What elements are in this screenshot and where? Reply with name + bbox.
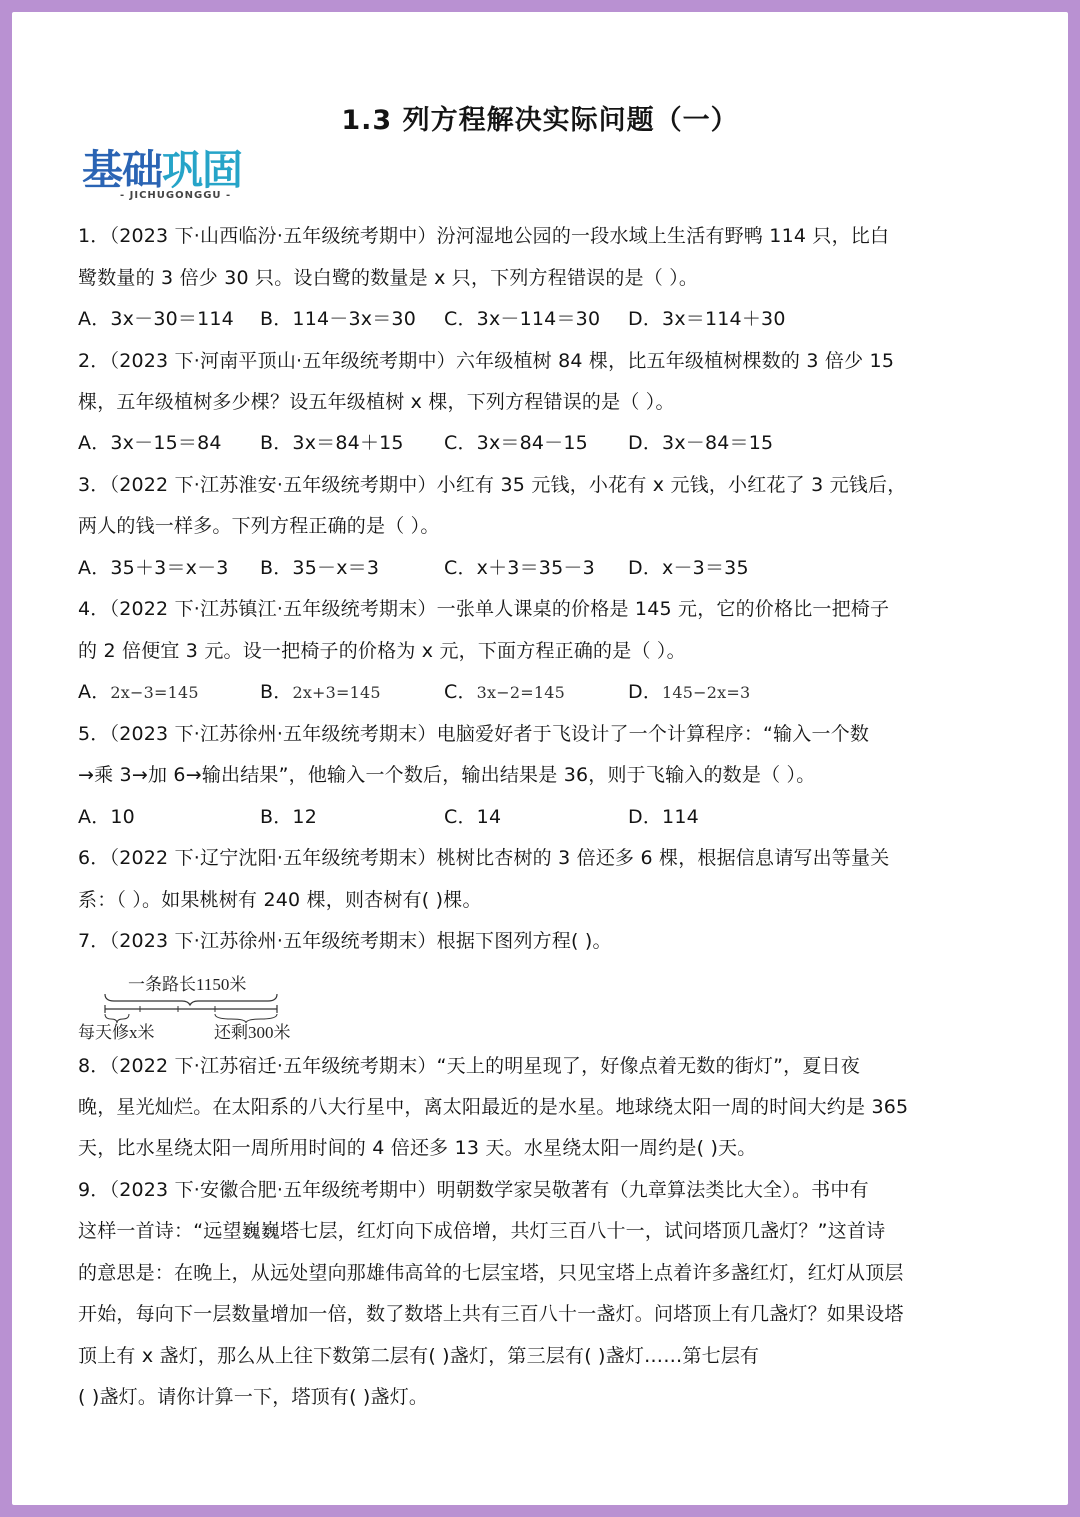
option-b: B．12: [260, 806, 318, 828]
question-3-line-1: 3．（2022 下·江苏淮安·五年级统考期中）小红有 35 元钱，小花有 x 元钱，小红花了 3 元钱后，: [78, 474, 907, 496]
option-c: C．14: [444, 806, 502, 828]
question-8-line-1: 8．（2022 下·江苏宿迁·五年级统考期末）“天上的明星现了，好像点着无数的街灯”，夏日夜: [78, 1055, 860, 1077]
option-b: B．35－x＝3: [260, 557, 380, 579]
question-4-line-2: 的 2 倍便宜 3 元。设一把椅子的价格为 x 元，下面方程正确的是（ ）。: [78, 640, 686, 662]
question-9-line-5: 顶上有 x 盏灯，那么从上往下数第二层有( )盏灯，第三层有( )盏灯……第七层有: [78, 1345, 760, 1367]
diagram-daily-label: 每天修x米: [78, 1023, 155, 1042]
worksheet-page: [12, 12, 1068, 1505]
option-b: B．3x＝84＋15: [260, 432, 404, 454]
option-a: A．35＋3＝x－3: [78, 557, 229, 579]
question-9-line-4: 开始，每向下一层数量增加一倍，数了数塔上共有三百八十一盏灯。问塔顶上有几盏灯？如果设塔: [78, 1303, 904, 1325]
question-3-line-2: 两人的钱一样多。下列方程正确的是（ ）。: [78, 515, 440, 537]
option-b: B．114－3x＝30: [260, 308, 417, 330]
option-c: C．3x－114＝30: [444, 308, 601, 330]
question-7-line-1: 7．（2023 下·江苏徐州·五年级统考期末）根据下图列方程( )。: [78, 930, 612, 952]
question-4-line-1: 4．（2022 下·江苏镇江·五年级统考期末）一张单人课桌的价格是 145 元，它的价格比一把椅子: [78, 598, 890, 620]
diagram-total-label: 一条路长1150米: [128, 975, 247, 994]
question-6-line-1: 6．（2022 下·辽宁沈阳·五年级统考期末）桃树比杏树的 3 倍还多 6 棵，根据信息请写出等量关: [78, 847, 890, 869]
option-c: C．3x＝84－15: [444, 432, 588, 454]
section-logo: 基础巩固 - JICHUGONGGU -: [82, 148, 282, 218]
page-title: 1.3 列方程解决实际问题（一）: [341, 105, 739, 136]
question-9-line-3: 的意思是：在晚上，从远处望向那雄伟高耸的七层宝塔，只见宝塔上点着许多盏红灯，红灯从顶层: [78, 1262, 904, 1284]
question-2-line-1: 2．（2023 下·河南平顶山·五年级统考期中）六年级植树 84 棵，比五年级植树棵数的 3 倍少 15: [78, 350, 895, 372]
option-a: A．10: [78, 806, 135, 828]
road-diagram: [78, 970, 318, 1042]
question-9-line-2: 这样一首诗：“远望巍巍塔七层，红灯向下成倍增，共灯三百八十一，试问塔顶几盏灯？”这首诗: [78, 1220, 886, 1242]
option-d: D．114: [628, 806, 699, 828]
question-1-line-1: 1．（2023 下·山西临汾·五年级统考期中）汾河湿地公园的一段水域上生活有野鸭 114 只，比白: [78, 225, 890, 247]
question-5-line-1: 5．（2023 下·江苏徐州·五年级统考期末）电脑爱好者于飞设计了一个计算程序：“输入一个数: [78, 723, 870, 745]
option-d: D．145−2x=3: [628, 681, 751, 703]
diagram-remaining-label: 还剩300米: [214, 1023, 291, 1042]
option-a: A．3x－30＝114: [78, 308, 234, 330]
option-d: D．3x＝114＋30: [628, 308, 786, 330]
option-c: C．3x−2=145: [444, 681, 566, 703]
question-8-line-2: 晚，星光灿烂。在太阳系的八大行星中，离太阳最近的是水星。地球绕太阳一周的时间大约是 365: [78, 1096, 909, 1118]
question-9-line-6: ( )盏灯。请你计算一下，塔顶有( )盏灯。: [78, 1386, 429, 1408]
option-c: C．x＋3＝35－3: [444, 557, 595, 579]
option-a: A．3x－15＝84: [78, 432, 222, 454]
option-a: A．2x−3=145: [78, 681, 199, 703]
question-1-line-2: 鹭数量的 3 倍少 30 只。设白鹭的数量是 x 只，下列方程错误的是（ ）。: [78, 267, 699, 289]
option-d: D．x－3＝35: [628, 557, 749, 579]
logo-pinyin: - JICHUGONGGU -: [120, 190, 232, 201]
question-5-line-2: →乘 3→加 6→输出结果”，他输入一个数后，输出结果是 36，则于飞输入的数是（ ）。: [78, 764, 816, 786]
question-9-line-1: 9．（2023 下·安徽合肥·五年级统考期中）明朝数学家吴敬著有（九章算法类比大全）。书中有: [78, 1179, 869, 1201]
question-8-line-3: 天，比水星绕太阳一周所用时间的 4 倍还多 13 天。水星绕太阳一周约是( )天。: [78, 1137, 757, 1159]
question-6-line-2: 系：（ ）。如果桃树有 240 棵，则杏树有( )棵。: [78, 889, 482, 911]
question-2-line-2: 棵，五年级植树多少棵？设五年级植树 x 棵，下列方程错误的是（ ）。: [78, 391, 675, 413]
option-d: D．3x－84＝15: [628, 432, 774, 454]
option-b: B．2x+3=145: [260, 681, 381, 703]
